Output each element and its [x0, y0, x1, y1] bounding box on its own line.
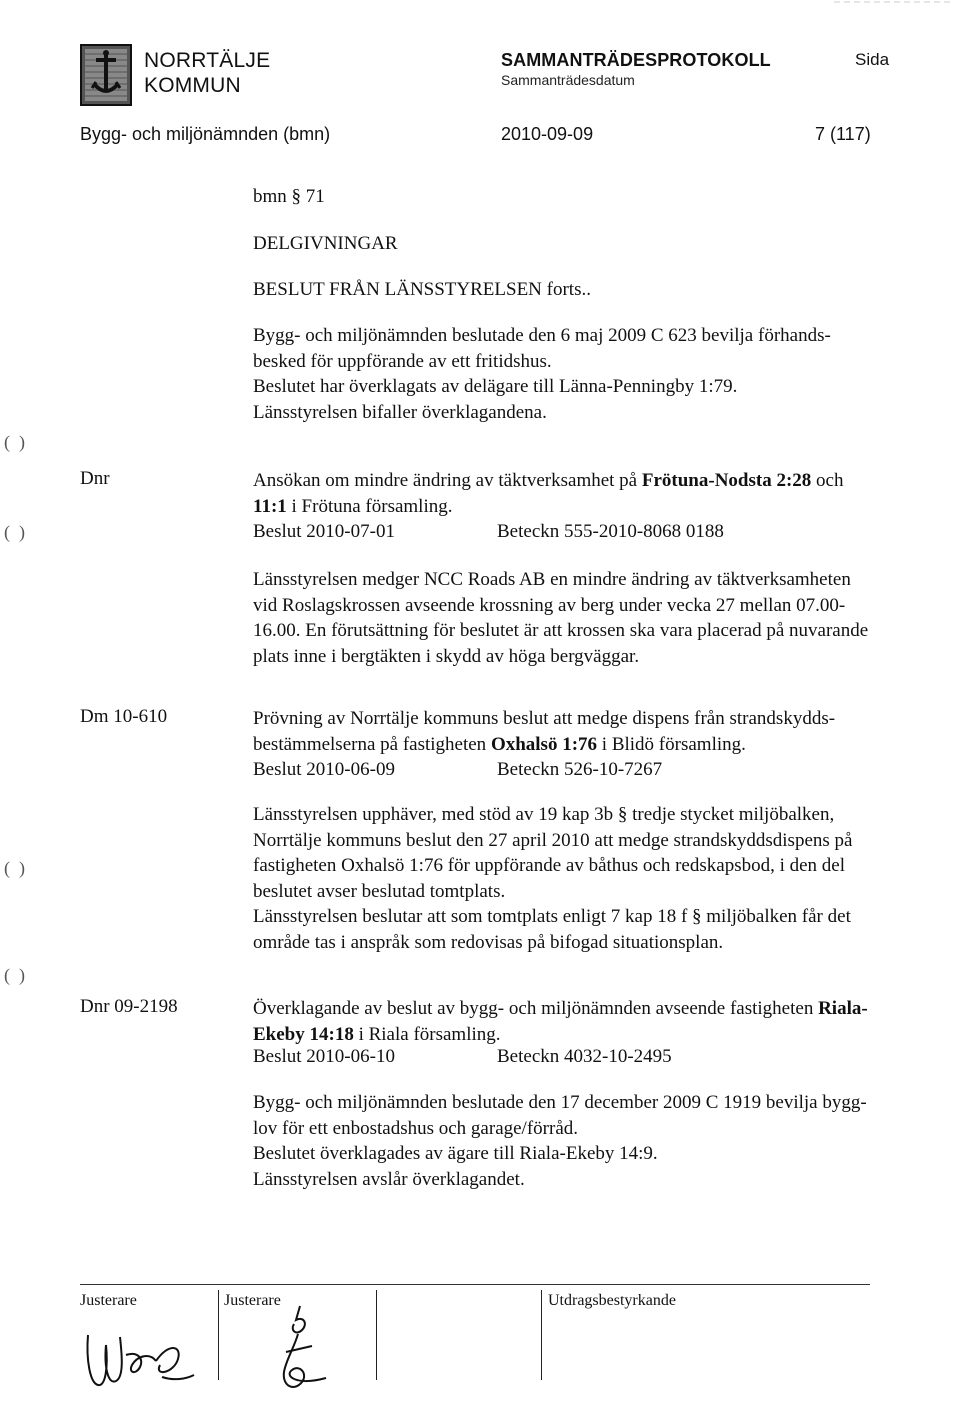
footer-divider: [376, 1290, 377, 1380]
case-2-title: [253, 706, 835, 757]
decision-line: Länsstyrelsen upphäver, med stöd av 19 kap 3b § tredje stycket miljöbalken,: [253, 804, 835, 825]
page-number: 7 (117): [815, 124, 871, 144]
case-1-decision: [253, 567, 868, 669]
decision-line: beslutet avser beslutad tomtplats.: [253, 880, 506, 902]
decision-line: Norrtälje kommuns beslut den 27 april 2010 att medge strandskyddsdispens på: [253, 829, 853, 851]
case-3-beteckn: Beteckn 4032-10-2495: [497, 1046, 672, 1067]
case-2-title-line-2: bestämmelserna på fastigheten Oxhalsö 1:76 i Blidö församling.: [253, 733, 746, 755]
decision-line: plats inne i bergtäkten i skydd av höga bergväggar.: [253, 645, 640, 667]
case-1-title-line-2: 11:1 i Frötuna församling.: [253, 495, 453, 517]
handwritten-signature-icon: [82, 1315, 202, 1395]
margin-mark: ( ): [4, 522, 25, 542]
paragraph-ref: bmn § 71: [253, 186, 325, 207]
case-2-title-line-1: Prövning av Norrtälje kommuns beslut att medge dispens från strandskydds-: [253, 708, 836, 729]
case-2-beslut: Beslut 2010-06-09: [253, 759, 395, 780]
justerare-1-label: Justerare: [80, 1292, 137, 1309]
decision-line: Bygg- och miljönämnden beslutade den 17 december 2009 C 1919 bevilja bygg-: [253, 1092, 867, 1113]
margin-mark: ( ): [4, 965, 25, 985]
property-name: Ekeby 14:18: [253, 1023, 354, 1045]
decision-line: Länsstyrelsen beslutar att som tomtplats enligt 7 kap 18 f § miljöbalken får det: [253, 906, 851, 927]
decision-line: Länsstyrelsen medger NCC Roads AB en mindre ändring av täktverksamheten: [253, 569, 851, 590]
case-2-beteckn: Beteckn 526-10-7267: [497, 759, 663, 780]
org-line-1: NORRTÄLJE: [144, 49, 271, 72]
org-line-2: KOMMUN: [144, 74, 241, 97]
footer-rule: [80, 1284, 870, 1285]
protocol-heading: [501, 50, 771, 88]
municipal-coat-of-arms-icon: [80, 44, 132, 106]
case-2-decision: [253, 802, 852, 955]
footer-divider: [218, 1290, 219, 1380]
case-1-title-line-1: Ansökan om mindre ändring av täktverksamhet på Frötuna-Nodsta 2:28 och: [253, 470, 844, 491]
justerare-2-label: Justerare: [224, 1292, 281, 1309]
protocol-title: SAMMANTRÄDESPROTOKOLL: [501, 50, 771, 70]
meeting-date: 2010-09-09: [501, 124, 594, 144]
case-3-title-line-1: Överklagande av beslut av bygg- och miljönämnden avseende fastigheten Riala-: [253, 998, 868, 1019]
footer-divider: [541, 1290, 542, 1380]
margin-mark: ( ): [4, 432, 25, 452]
margin-mark: ( ): [4, 858, 25, 878]
intro-line: besked för uppförande av ett fritidshus.: [253, 350, 552, 372]
utdrag-label: Utdragsbestyrkande: [548, 1292, 676, 1309]
intro-line: Beslutet har överklagats av delägare till Länna-Penningby 1:79.: [253, 376, 738, 397]
case-1-beslut: Beslut 2010-07-01: [253, 521, 395, 542]
decision-line: vid Roslagskrossen avseende krossning av berg under vecka 27 mellan 07.00-: [253, 594, 846, 616]
property-name: Frötuna-Nodsta 2:28: [641, 470, 812, 491]
decision-line: 16.00. En förutsättning för beslutet är att krossen ska vara placerad på nuvarande: [253, 620, 869, 641]
case-1-beteckn: Beteckn 555-2010-8068 0188: [497, 521, 724, 542]
property-name: Oxhalsö 1:76: [490, 733, 598, 755]
protocol-subtitle: Sammanträdesdatum: [501, 72, 635, 88]
case-1-label: Dnr: [80, 468, 110, 489]
case-3-beslut: Beslut 2010-06-10: [253, 1046, 395, 1067]
intro-line: Bygg- och miljönämnden beslutade den 6 maj 2009 C 623 bevilja förhands-: [253, 325, 831, 346]
intro-line: Länsstyrelsen bifaller överklagandena.: [253, 401, 547, 423]
property-name: 11:1: [253, 495, 287, 517]
case-3-decision: [253, 1090, 867, 1192]
handwritten-signature-icon: [256, 1300, 336, 1400]
decision-line: område tas i anspråk som redovisas på bifogad situationsplan.: [253, 931, 724, 953]
property-name: Riala-: [818, 998, 868, 1019]
intro-paragraph: [253, 323, 831, 425]
organisation-name: [144, 48, 270, 98]
case-3-title: [253, 996, 868, 1047]
committee-name: Bygg- och miljönämnden (bmn): [80, 124, 331, 144]
decision-line: fastigheten Oxhalsö 1:76 för uppförande av båthus och redskapsbod, i den del: [253, 855, 846, 876]
decision-line: lov för ett enbostadshus och garage/förråd.: [253, 1117, 579, 1139]
section-heading: DELGIVNINGAR: [253, 233, 398, 254]
decision-line: Beslutet överklagades av ägare till Riala-Ekeby 14:9.: [253, 1143, 658, 1164]
case-3-title-line-2: Ekeby 14:18 i Riala församling.: [253, 1023, 501, 1045]
sida-label: Sida: [855, 50, 890, 69]
case-2-label: Dm 10-610: [80, 706, 168, 727]
case-3-label: Dnr 09-2198: [80, 996, 178, 1017]
decision-line: Länsstyrelsen avslår överklagandet.: [253, 1168, 525, 1190]
case-1-title: [253, 468, 843, 519]
scan-artifact: [834, 0, 954, 4]
section-subheading: BESLUT FRÅN LÄNSSTYRELSEN forts..: [253, 279, 591, 300]
